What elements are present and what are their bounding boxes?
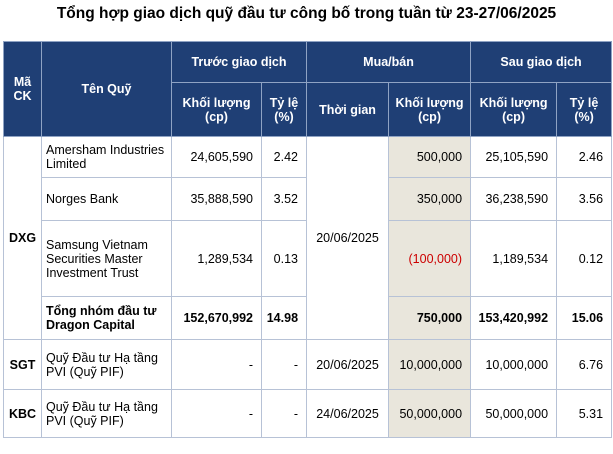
after-volume: 25,105,590 <box>471 137 557 178</box>
after-ratio: 3.56 <box>557 178 612 221</box>
header-ten-quy: Tên Quỹ <box>42 42 172 137</box>
before-ratio: - <box>262 390 307 438</box>
header-sau-giao-dich: Sau giao dịch <box>471 42 612 83</box>
trade-date: 20/06/2025 <box>307 137 389 340</box>
after-ratio: 2.46 <box>557 137 612 178</box>
after-ratio: 5.31 <box>557 390 612 438</box>
header-ty-le-sau: Tỷ lệ (%) <box>557 83 612 137</box>
before-volume: 1,289,534 <box>172 221 262 297</box>
fund-name: Quỹ Đầu tư Hạ tầng PVI (Quỹ PIF) <box>42 390 172 438</box>
stock-code: KBC <box>4 390 42 438</box>
before-ratio: - <box>262 340 307 390</box>
trade-volume: 10,000,000 <box>389 340 471 390</box>
trade-volume: 500,000 <box>389 137 471 178</box>
header-khoi-luong-mua-ban: Khối lượng (cp) <box>389 83 471 137</box>
fund-name: Norges Bank <box>42 178 172 221</box>
header-mua-ban: Mua/bán <box>307 42 471 83</box>
table-row <box>4 137 612 178</box>
trade-volume: 350,000 <box>389 178 471 221</box>
fund-name: Tổng nhóm đầu tư Dragon Capital <box>42 297 172 340</box>
before-volume: - <box>172 390 262 438</box>
after-volume: 10,000,000 <box>471 340 557 390</box>
stock-code: SGT <box>4 340 42 390</box>
header-ty-le-truoc: Tỷ lệ (%) <box>262 83 307 137</box>
trade-date: 20/06/2025 <box>307 340 389 390</box>
after-ratio: 6.76 <box>557 340 612 390</box>
after-volume: 153,420,992 <box>471 297 557 340</box>
header-khoi-luong-truoc: Khối lượng (cp) <box>172 83 262 137</box>
before-ratio: 2.42 <box>262 137 307 178</box>
fund-name: Quỹ Đầu tư Hạ tầng PVI (Quỹ PIF) <box>42 340 172 390</box>
fund-name: Samsung Vietnam Securities Master Investment Trust <box>42 221 172 297</box>
before-ratio: 0.13 <box>262 221 307 297</box>
after-volume: 50,000,000 <box>471 390 557 438</box>
table-row <box>4 340 612 390</box>
after-volume: 36,238,590 <box>471 178 557 221</box>
stock-code: DXG <box>4 137 42 340</box>
before-volume: 152,670,992 <box>172 297 262 340</box>
before-volume: 24,605,590 <box>172 137 262 178</box>
header-khoi-luong-sau: Khối lượng (cp) <box>471 83 557 137</box>
after-ratio: 15.06 <box>557 297 612 340</box>
before-ratio: 14.98 <box>262 297 307 340</box>
table-row <box>4 390 612 438</box>
trade-volume: 50,000,000 <box>389 390 471 438</box>
trade-volume: (100,000) <box>389 221 471 297</box>
after-ratio: 0.12 <box>557 221 612 297</box>
before-volume: 35,888,590 <box>172 178 262 221</box>
header-thoi-gian: Thời gian <box>307 83 389 137</box>
before-volume: - <box>172 340 262 390</box>
fund-transactions-table <box>3 41 612 438</box>
after-volume: 1,189,534 <box>471 221 557 297</box>
header-truoc-giao-dich: Trước giao dịch <box>172 42 307 83</box>
trade-volume: 750,000 <box>389 297 471 340</box>
trade-date: 24/06/2025 <box>307 390 389 438</box>
before-ratio: 3.52 <box>262 178 307 221</box>
page-title: Tổng hợp giao dịch quỹ đầu tư công bố trong tuần từ 23-27/06/2025 <box>56 5 557 22</box>
fund-name: Amersham Industries Limited <box>42 137 172 178</box>
header-ma-ck: Mã CK <box>4 42 42 137</box>
